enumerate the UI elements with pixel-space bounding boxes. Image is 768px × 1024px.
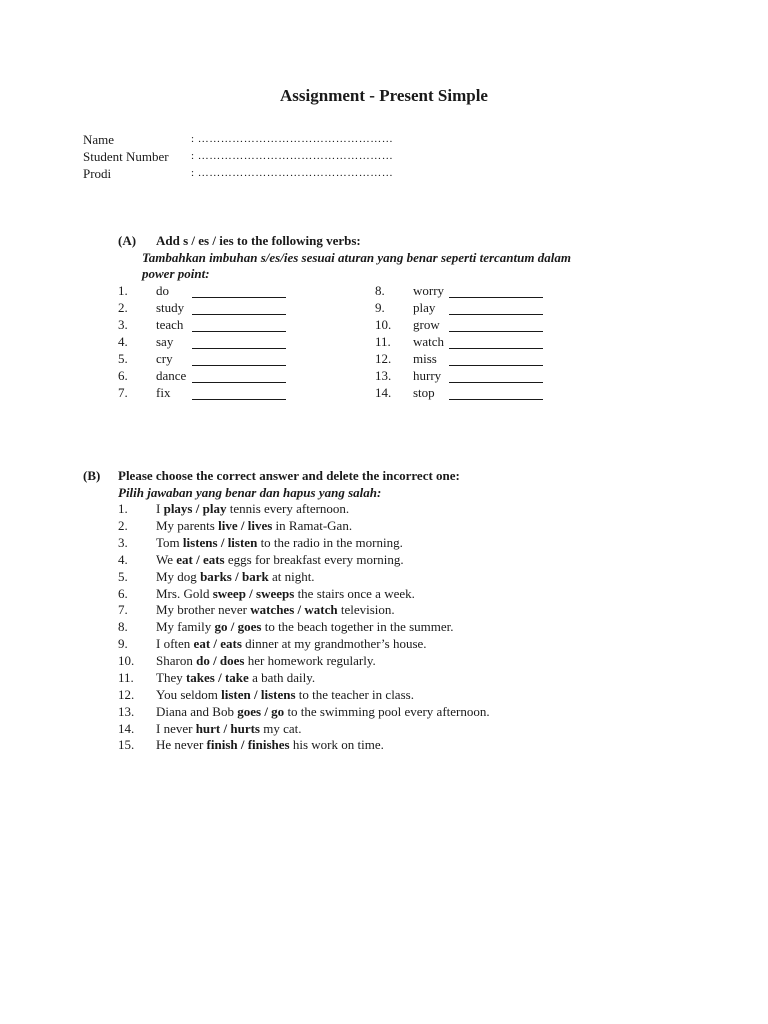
prodi-label: Prodi — [83, 166, 112, 181]
answer-choice[interactable]: eat / eats — [193, 636, 242, 651]
answer-choice[interactable]: go / goes — [214, 619, 262, 634]
sentence-before: My brother never — [156, 602, 251, 617]
answer-choice[interactable]: finish / finishes — [206, 737, 290, 752]
verb-word: stop — [413, 385, 435, 400]
verb-word: cry — [156, 351, 173, 366]
sentence-number: 12. — [118, 687, 135, 702]
sentence-text — [156, 635, 427, 652]
sentence-after: eggs for breakfast every morning. — [224, 552, 404, 567]
sentence-after: to the beach together in the summer. — [261, 619, 454, 634]
verb-answer-blank[interactable] — [192, 331, 286, 332]
verb-answer-blank[interactable] — [449, 314, 543, 315]
verb-word: do — [156, 283, 169, 298]
verb-answer-blank[interactable] — [449, 399, 543, 400]
sentence-before: My dog — [156, 569, 201, 584]
sentence-after: in Ramat-Gan. — [272, 518, 353, 533]
sentence-text — [156, 568, 315, 585]
verb-word: teach — [156, 317, 184, 332]
verb-answer-blank[interactable] — [192, 297, 286, 298]
verb-answer-blank[interactable] — [449, 348, 543, 349]
name-field[interactable] — [83, 131, 393, 148]
verb-number: 11. — [375, 334, 391, 349]
verb-word: worry — [413, 283, 445, 298]
verb-answer-blank[interactable] — [449, 382, 543, 383]
sentence-text — [156, 652, 376, 669]
sentence-before: I never — [156, 721, 196, 736]
sentence-after: at night. — [268, 569, 315, 584]
section-a-heading: Add s / es / ies to the following verbs: — [156, 233, 361, 248]
verb-number: 7. — [118, 385, 128, 400]
verb-number: 6. — [118, 368, 128, 383]
sentence-number: 15. — [118, 737, 135, 752]
sentence-after: to the swimming pool every afternoon. — [284, 704, 490, 719]
answer-choice[interactable]: barks / bark — [200, 569, 269, 584]
student-number-field[interactable] — [83, 148, 393, 165]
answer-choice[interactable]: hurt / hurts — [195, 721, 260, 736]
verb-number: 12. — [375, 351, 392, 366]
answer-choice[interactable]: live / lives — [218, 518, 273, 533]
sentence-before: Tom — [156, 535, 183, 550]
sentence-number: 7. — [118, 602, 128, 617]
verb-number: 3. — [118, 317, 128, 332]
sentence-number: 1. — [118, 501, 128, 516]
sentence-before: They — [156, 670, 186, 685]
verb-word: study — [156, 300, 185, 315]
sentence-after: dinner at my grandmother’s house. — [241, 636, 427, 651]
verb-answer-blank[interactable] — [449, 331, 543, 332]
verb-word: say — [156, 334, 174, 349]
answer-choice[interactable]: do / does — [196, 653, 245, 668]
sentence-after: his work on time. — [289, 737, 384, 752]
answer-choice[interactable]: watches / watch — [250, 602, 338, 617]
sentence-before: Sharon — [156, 653, 197, 668]
sentence-after: to the teacher in class. — [295, 687, 414, 702]
verb-answer-blank[interactable] — [192, 314, 286, 315]
sentence-text — [156, 585, 415, 602]
sentence-before: My family — [156, 619, 215, 634]
sentence-text — [156, 601, 395, 618]
verb-answer-blank[interactable] — [192, 348, 286, 349]
verb-answer-blank[interactable] — [192, 365, 286, 366]
sentence-before: He never — [156, 737, 207, 752]
sentence-text — [156, 534, 403, 551]
sentence-before: We — [156, 552, 177, 567]
section-b-letter: (B) — [83, 468, 101, 483]
sentence-text — [156, 703, 490, 720]
section-b-heading: Please choose the correct answer and delete the incorrect one: — [118, 468, 460, 483]
sentence-number: 5. — [118, 569, 128, 584]
sentence-number: 14. — [118, 721, 135, 736]
sentence-text — [156, 736, 384, 753]
sentence-after: a bath daily. — [248, 670, 316, 685]
sentence-after: to the radio in the morning. — [257, 535, 403, 550]
sentence-text — [156, 517, 352, 534]
section-a-letter: (A) — [118, 233, 137, 248]
answer-choice[interactable]: eat / eats — [176, 552, 225, 567]
sentence-text — [156, 500, 349, 517]
verb-word: hurry — [413, 368, 442, 383]
name-dots: : …………………………………………… — [191, 133, 394, 145]
verb-word: play — [413, 300, 436, 315]
verb-word: fix — [156, 385, 171, 400]
sentence-text — [156, 618, 454, 635]
verb-number: 10. — [375, 317, 392, 332]
verb-word: watch — [413, 334, 445, 349]
sentence-before: I often — [156, 636, 194, 651]
sentence-number: 2. — [118, 518, 128, 533]
sentence-before: Diana and Bob — [156, 704, 238, 719]
verb-word: dance — [156, 368, 187, 383]
verb-number: 14. — [375, 385, 392, 400]
sentence-number: 6. — [118, 586, 128, 601]
section-b-subheading: Pilih jawaban yang benar dan hapus yang salah: — [118, 485, 382, 500]
verb-answer-blank[interactable] — [192, 399, 286, 400]
verb-word: miss — [413, 351, 437, 366]
sentence-after: the stairs once a week. — [294, 586, 415, 601]
verb-number: 8. — [375, 283, 385, 298]
student-number-dots: : …………………………………………… — [191, 150, 394, 162]
sentence-after: television. — [337, 602, 395, 617]
section-a-subheading-line2: power point: — [142, 266, 210, 281]
student-number-label: Student Number — [83, 149, 169, 164]
sentence-text — [156, 551, 404, 568]
answer-choice[interactable]: takes / take — [185, 670, 249, 685]
section-a-subheading-line1: Tambahkan imbuhan s/es/ies sesuai aturan yang benar seperti tercantum dalam — [142, 250, 571, 265]
verb-answer-blank[interactable] — [192, 382, 286, 383]
sentence-number: 13. — [118, 704, 135, 719]
verb-number: 13. — [375, 368, 392, 383]
sentence-after: my cat. — [260, 721, 302, 736]
verb-word: grow — [413, 317, 440, 332]
sentence-number: 10. — [118, 653, 135, 668]
verb-number: 5. — [118, 351, 128, 366]
prodi-field[interactable] — [83, 165, 393, 182]
sentence-text — [156, 669, 315, 686]
sentence-after: tennis every afternoon. — [226, 501, 350, 516]
sentence-before: I — [156, 501, 164, 516]
verb-number: 9. — [375, 300, 385, 315]
sentence-before: Mrs. Gold — [156, 586, 213, 601]
verb-number: 2. — [118, 300, 128, 315]
sentence-text — [156, 686, 414, 703]
page-title: Assignment - Present Simple — [280, 86, 488, 105]
sentence-number: 9. — [118, 636, 128, 651]
verb-answer-blank[interactable] — [449, 297, 543, 298]
sentence-number: 4. — [118, 552, 128, 567]
answer-choice[interactable]: plays / play — [163, 501, 227, 516]
answer-choice[interactable]: listens / listen — [182, 535, 258, 550]
answer-choice[interactable]: listen / listens — [221, 687, 296, 702]
sentence-before: My parents — [156, 518, 219, 533]
answer-choice[interactable]: sweep / sweeps — [212, 586, 295, 601]
answer-choice[interactable]: goes / go — [237, 704, 285, 719]
sentence-after: her homework regularly. — [244, 653, 376, 668]
verb-number: 1. — [118, 283, 128, 298]
sentence-number: 3. — [118, 535, 128, 550]
sentence-number: 11. — [118, 670, 134, 685]
name-label: Name — [83, 132, 115, 147]
verb-number: 4. — [118, 334, 128, 349]
verb-answer-blank[interactable] — [449, 365, 543, 366]
sentence-number: 8. — [118, 619, 128, 634]
sentence-text — [156, 720, 302, 737]
prodi-dots: : …………………………………………… — [191, 167, 394, 179]
sentence-before: You seldom — [156, 687, 222, 702]
